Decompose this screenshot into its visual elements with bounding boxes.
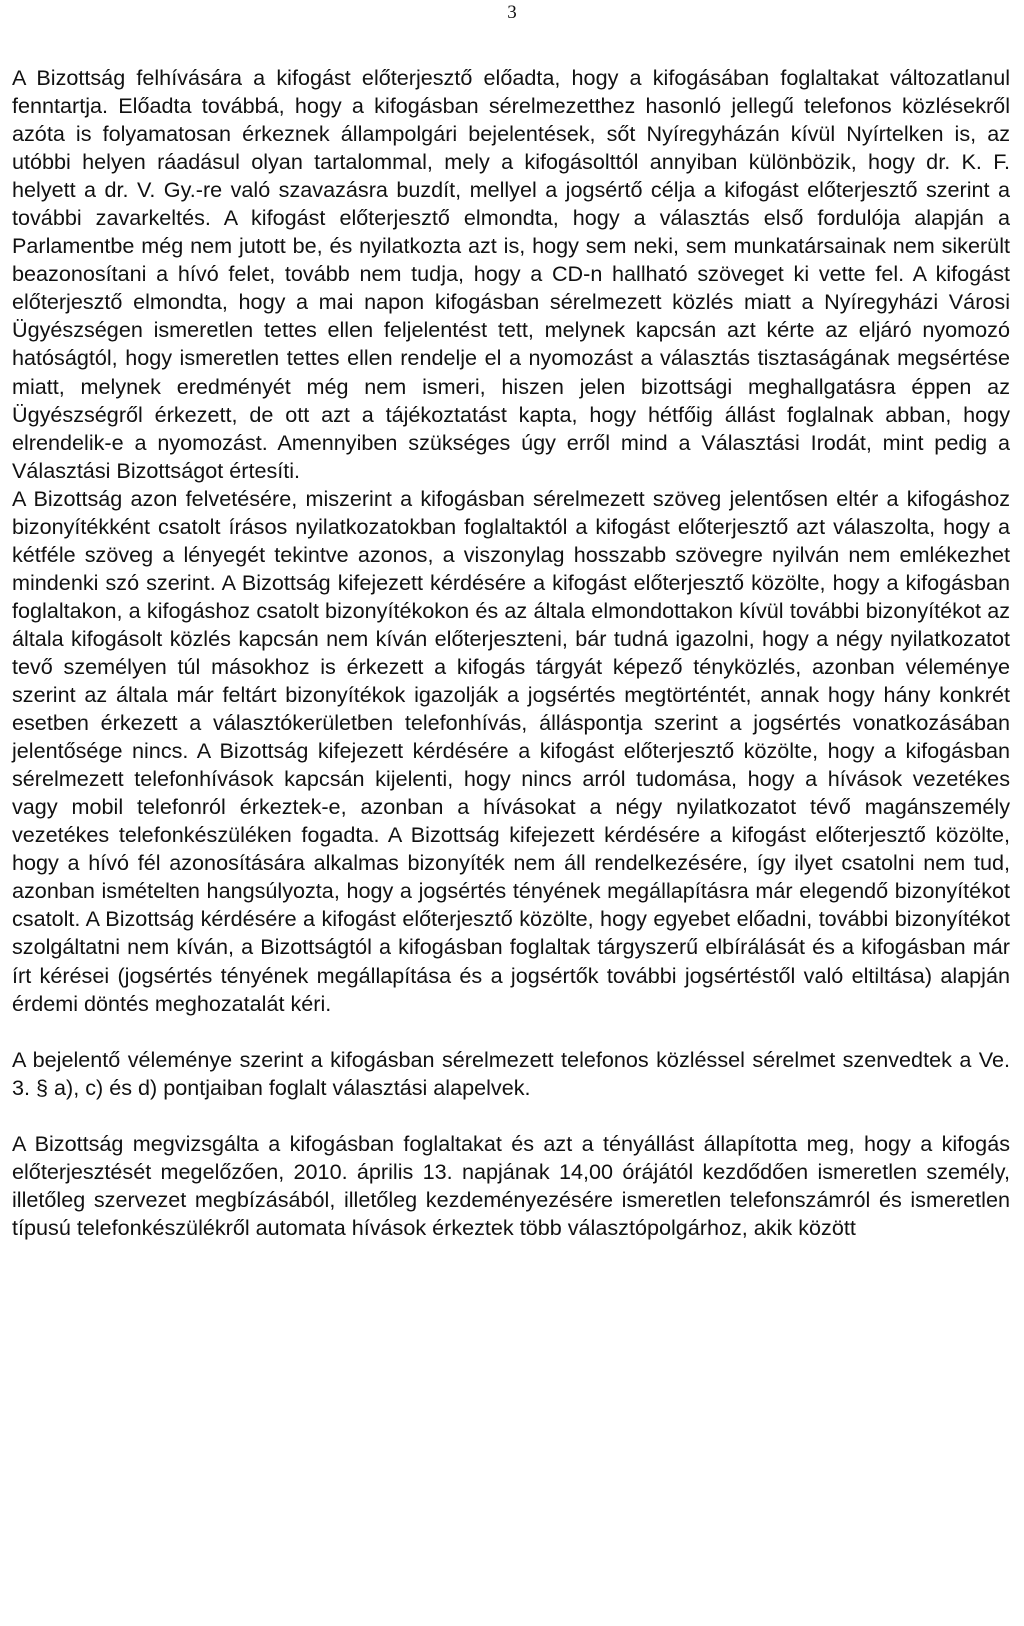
- paragraph-committee-findings: A Bizottság megvizsgálta a kifogásban foglaltakat és azt a tényállást állapította meg, hogy a kifogás előterjesztését megelőzően, 2010. április 13. napjának 14,00 órájától kezdődően ismeretlen személy, illetőleg szervezet megbízásából, illetőleg kezdeményezésére ismeretlen telefonszámról és ismeretlen típusú telefonkészülékről automata hívások érkeztek több választópolgárhoz, akik között: [12, 1130, 1010, 1240]
- page-number: 3: [507, 2, 517, 23]
- paragraph-reporter-opinion: A bejelentő véleménye szerint a kifogásban sérelmezett telefonos közléssel sérelmet szenvedtek a Ve. 3. § a), c) és d) pontjaiban foglalt választási alapelvek.: [12, 1046, 1010, 1100]
- paragraph-committee-questions: A Bizottság azon felvetésére, miszerint a kifogásban sérelmezett szöveg jelentősen eltér a kifogáshoz bizonyítékként csatolt írásos nyilatkozatokban foglaltaktól a kifogást előterjesztő azt válaszolta, hogy a kétféle szöveg a lényegét tekintve azonos, a viszonylag hosszabb szövegre nyilván nem emlékezhet mindenki szó szerint. A Bizottság kifejezett kérdésére a kifogást előterjesztő közölte, hogy a kifogásban foglaltakon, a kifogáshoz csatolt bizonyítékokon és az általa elmondottakon kívül további bizonyítékot az általa kifogásolt közlés kapcsán nem kíván előterjeszteni, bár tudná igazolni, hogy a négy nyilatkozatot tevő személyen túl másokhoz is érkezett a kifogás tárgyát képező tényközlés, azonban véleménye szerint az általa már feltárt bizonyítékok igazolják a jogsértés megtörténtét, annak hogy hány konkrét esetben érkezett a választókerületben telefonhívás, álláspontja szerint a jogsértés vonatkozásában jelentősége nincs. A Bizottság kifejezett kérdésére a kifogást előterjesztő közölte, hogy a kifogásban sérelmezett telefonhívások kapcsán kijelenti, hogy nincs arról tudomása, hogy a hívások vezetékes vagy mobil telefonról érkeztek-e, azonban a hívásokat a négy nyilatkozatot tévő magánszemély vezetékes telefonkészüléken fogadta. A Bizottság kifejezett kérdésére a kifogást előterjesztő közölte, hogy a hívó fél azonosítására alkalmas bizonyíték nem áll rendelkezésére, így ilyet csatolni nem tud, azonban ismételten hangsúlyozta, hogy a jogsértés tényének megállapításra már elegendő bizonyítékot csatolt. A Bizottság kérdésére a kifogást előterjesztő közölte, hogy egyebet előadni, további bizonyítékot szolgáltatni nem kíván, a Bizottságtól a kifogásban foglaltak tárgyszerű elbírálását és a kifogásban már írt kérései (jogsértés tényének megállapítása és a jogsértők további jogsértéstől való eltiltása) alapján érdemi döntés meghozatalát kéri.: [12, 485, 1010, 1016]
- document-body: [12, 64, 1010, 1242]
- paragraph-objector-statement: A Bizottság felhívására a kifogást előterjesztő előadta, hogy a kifogásában foglaltakat változatlanul fenntartja. Előadta továbbá, hogy a kifogásban sérelmezetthez hasonló jellegű telefonos közlésekről azóta is folyamatosan érkeznek állampolgári bejelentések, sőt Nyíregyházán kívül Nyírtelken is, az utóbbi helyen ráadásul olyan tartalommal, mely a kifogásolttól annyiban különbözik, hogy dr. K. F. helyett a dr. V. Gy.-re való szavazásra buzdít, mellyel a jogsértő célja a kifogást előterjesztő szerint a további zavarkeltés. A kifogást előterjesztő elmondta, hogy a választás első fordulója alapján a Parlamentbe még nem jutott be, és nyilatkozta azt is, hogy sem neki, sem munkatársainak nem sikerült beazonosítani a hívó felet, tovább nem tudja, hogy a CD-n hallható szöveget ki vette fel. A kifogást előterjesztő elmondta, hogy a mai napon kifogásban sérelmezett közlés miatt a Nyíregyházi Városi Ügyészségen ismeretlen tettes ellen feljelentést tett, melynek kapcsán azt kérte az eljáró nyomozó hatóságtól, hogy ismeretlen tettes ellen rendelje el a nyomozást a választás tisztaságának megsértése miatt, melynek eredményét még nem ismeri, hiszen jelen bizottsági meghallgatásra éppen az Ügyészségről érkezett, de ott azt a tájékoztatást kapta, hogy hétfőig állást foglalnak abban, hogy elrendelik-e a nyomozást. Amennyiben szükséges úgy erről mind a Választási Irodát, mint pedig a Választási Bizottságot értesíti.: [12, 65, 1010, 483]
